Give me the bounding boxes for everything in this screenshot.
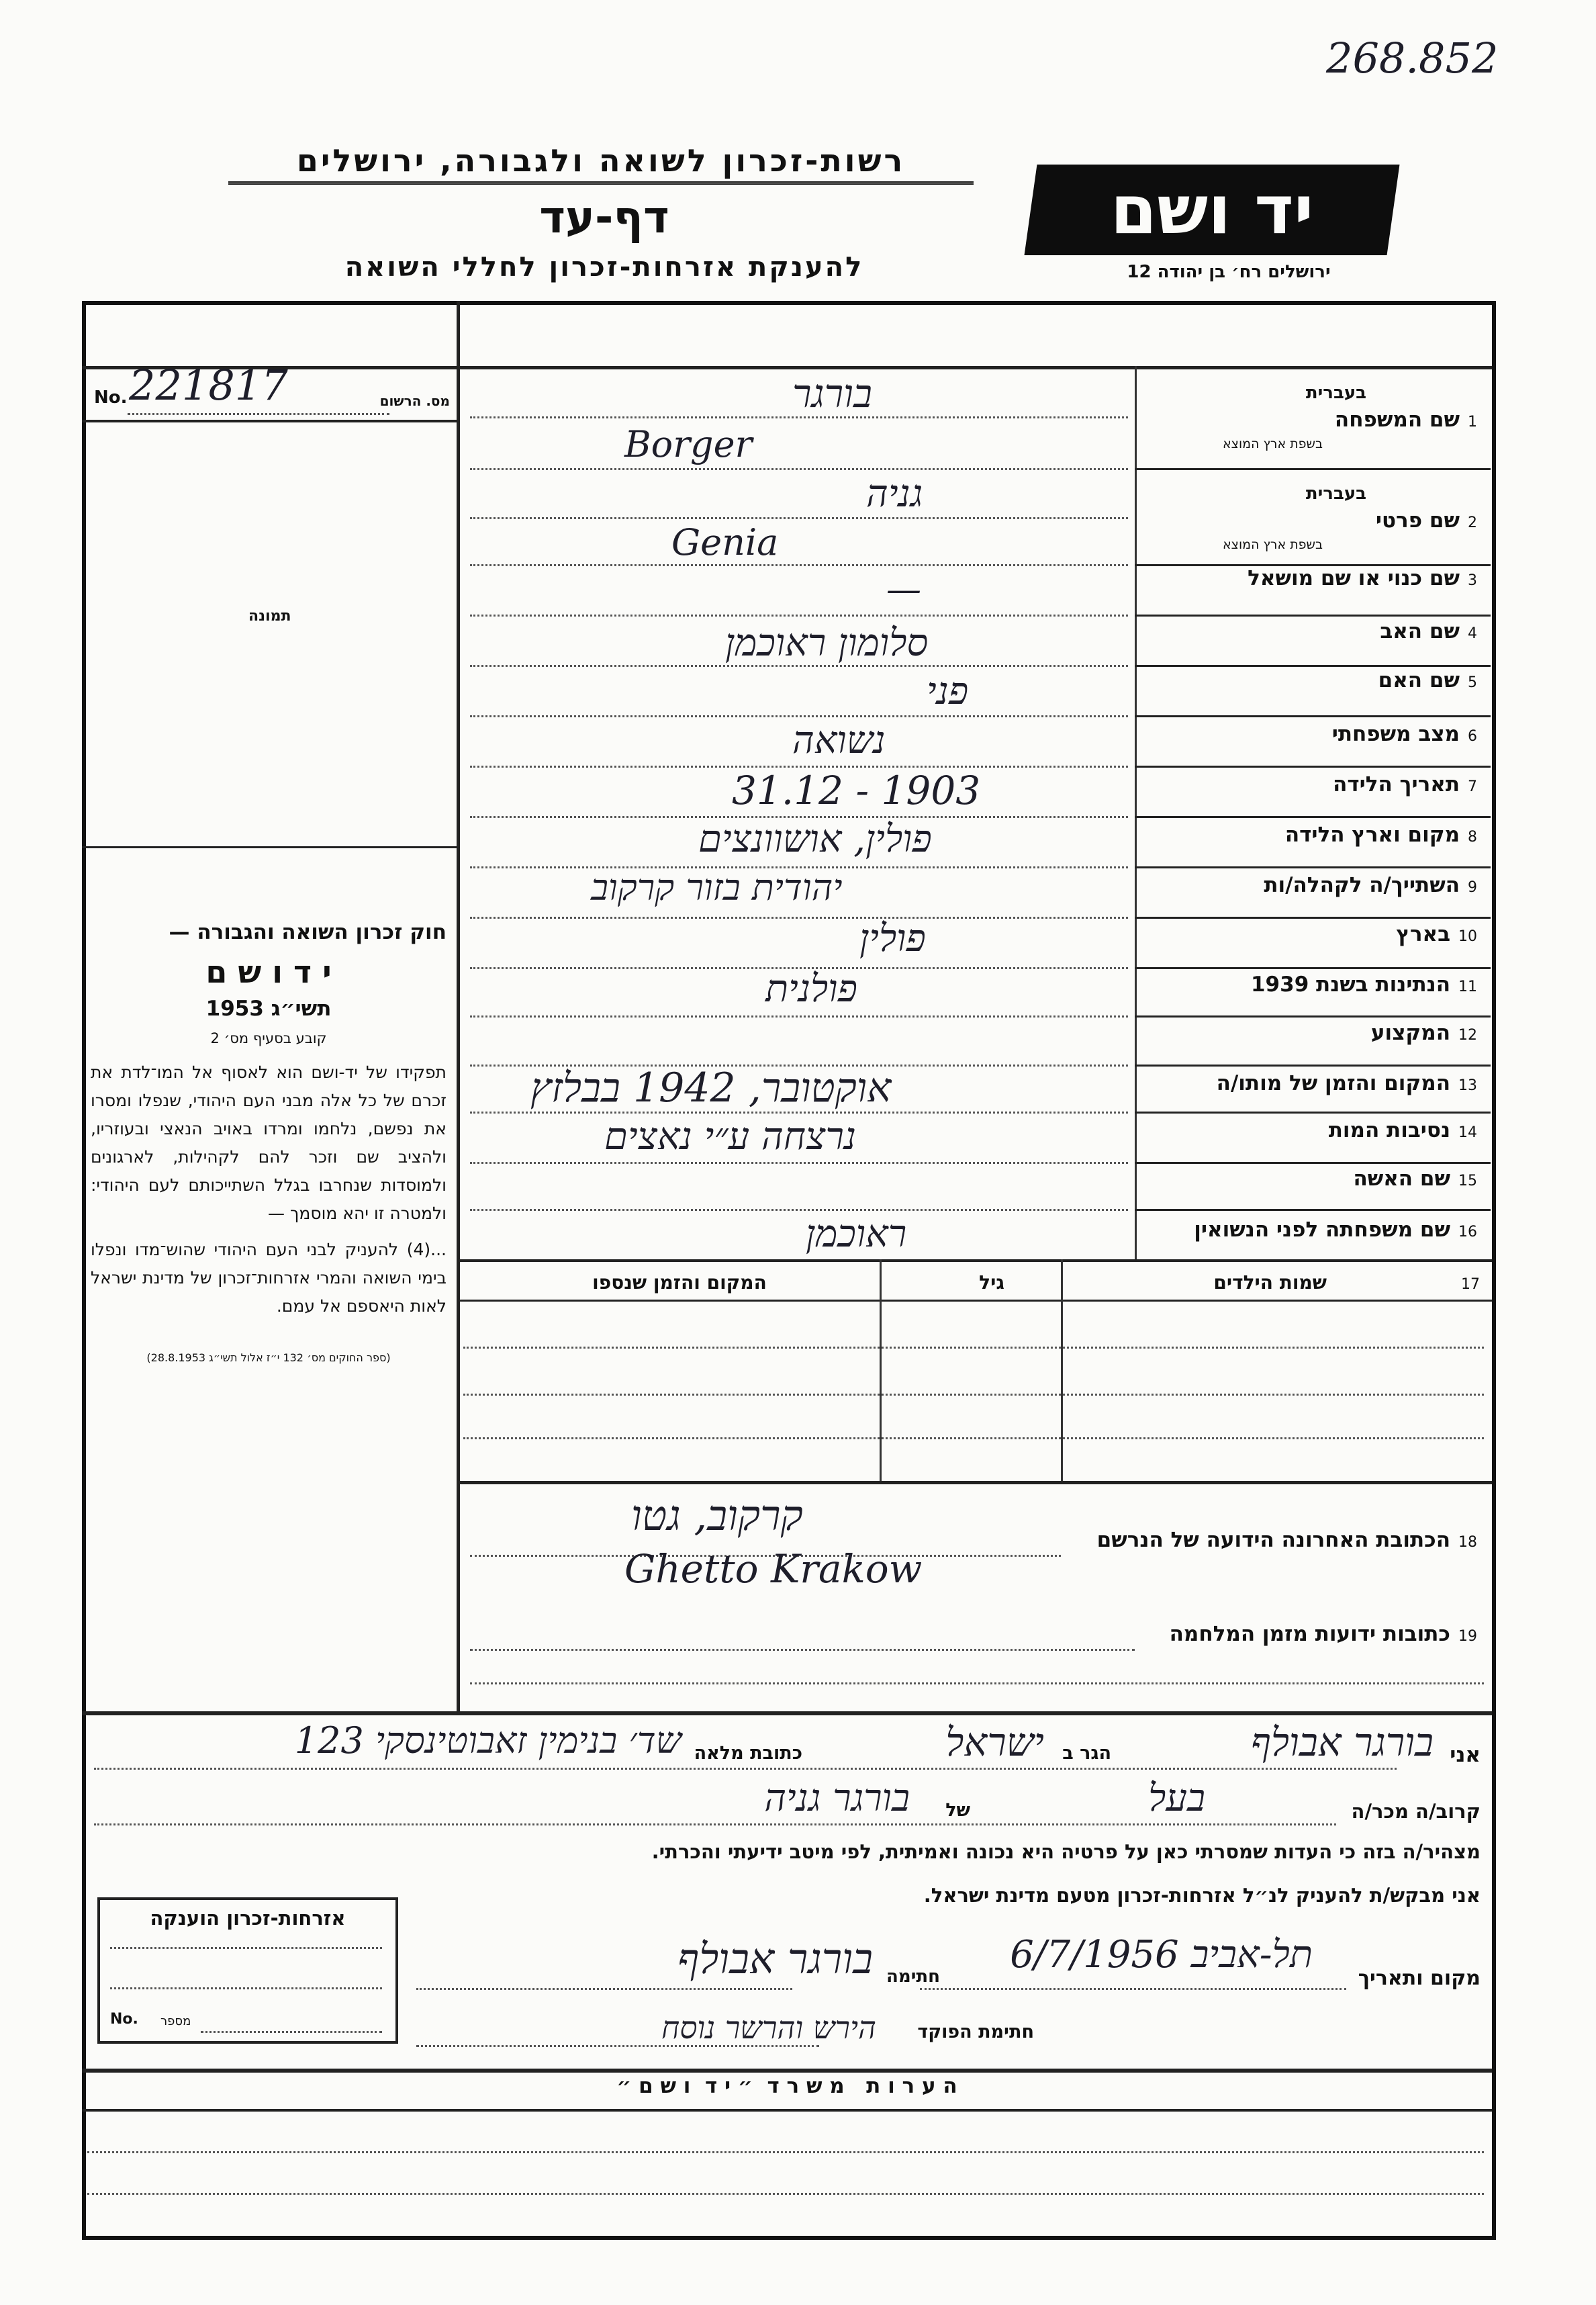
field-16-label: 16שם משפחתה לפני הנשואין xyxy=(1194,1218,1477,1242)
field-8-label-text: מקום וארץ הלידה xyxy=(1284,823,1460,847)
of-value: בורגר גניה xyxy=(764,1776,910,1820)
field-12-label-text: המקצוע xyxy=(1370,1021,1450,1045)
field-14-label-text: נסיבות המות xyxy=(1328,1118,1450,1142)
field-4-label: 4שם האב xyxy=(1380,619,1477,643)
office-notes-title: ה ע ר ו ת מ ש ר ד ״ י ד ו ש ם ״ xyxy=(616,2074,957,2098)
field-11-label: 11הנתינות בשנת 1939 xyxy=(1250,973,1477,997)
children-age-header: גיל xyxy=(979,1271,1004,1294)
field-10-value: פולין xyxy=(859,917,926,960)
field-14-label: 14נסיבות המות xyxy=(1328,1118,1477,1142)
registration-block xyxy=(94,361,450,416)
law-text-block xyxy=(91,920,447,1364)
form-title: דף-עד xyxy=(539,191,669,243)
children-table xyxy=(458,1259,1492,1481)
field-14-value: נרצחה ע״י נאצים xyxy=(604,1115,857,1159)
field-7-value: 31.12 - 1903 xyxy=(732,768,981,813)
place-date-label: מקום ותאריך xyxy=(1358,1967,1481,1990)
signature-row xyxy=(416,1928,1481,2001)
field-13-label: 13המקום והזמן של מותו/ה xyxy=(1216,1071,1477,1095)
yad-vashem-logo xyxy=(1025,165,1400,255)
field-7-label: 7תאריך הלידה xyxy=(1333,772,1477,797)
field-5-label-text: שם האם xyxy=(1378,668,1460,692)
form-subtitle: להענקת אזרחות-זכרון לחללי השואה xyxy=(344,252,864,283)
field-15-label-text: שם האשה xyxy=(1353,1167,1450,1191)
field-2-heb-value: גניה xyxy=(866,472,923,516)
children-names-header xyxy=(1213,1271,1480,1294)
field-5-label: 5שם האם xyxy=(1378,668,1477,692)
field-16-value: ראוכמן xyxy=(806,1212,907,1256)
declarant-i-label: אני xyxy=(1450,1743,1481,1767)
resides-value: ישראל xyxy=(945,1719,1044,1765)
field-2-label-text: שם פרטי xyxy=(1375,508,1460,533)
field-15-label: 15שם האשה xyxy=(1353,1167,1477,1191)
children-names-label: שמות הילדים xyxy=(1213,1271,1327,1294)
award-box xyxy=(97,1897,398,2044)
field-3-value: — xyxy=(886,570,921,610)
field-17-number: 17 xyxy=(1461,1276,1480,1293)
archive-number: 268.852 xyxy=(1326,34,1499,83)
publisher-address: ירושלים רח׳ בן יהודה 12 xyxy=(1127,262,1331,282)
field-9-label: 9השתייך/ה לקהלה/ות xyxy=(1264,873,1477,897)
law-paragraph-1: תפקידו של יד-ושם הוא לאסוף אל המו־לדת את זכרם של כל אלה מבני העם היהודי, שנפלו ומסרו את נפשם, נלחמו ומרדו באויב הנאצי ובעוזריו, ולהציב שם וזכר להם לקהילות, לארגונים ולמוסדות שנחרבו בגלל השתייכותם לעם היהודי: ולמטרה זו יהא מוסמך — xyxy=(91,1063,447,1223)
declarant-row-1 xyxy=(94,1719,1481,1770)
field-1-label: 1שם המשפחה xyxy=(1334,408,1477,432)
officer-stamp: הירש והרשר נוסח xyxy=(661,2009,876,2046)
address-value: שד׳ בנימין זאבוטינסקי 123 xyxy=(294,1719,682,1762)
children-place-header: המקום והזמן שנספו xyxy=(592,1271,767,1294)
field-6-value: נשואה xyxy=(792,719,886,762)
resides-label: הגר ב xyxy=(1062,1743,1111,1764)
award-no-label: No. xyxy=(110,2011,138,2028)
law-year: תשי״ג 1953 xyxy=(205,997,332,1021)
field-4-value: סלומון ראוכמן xyxy=(725,621,929,665)
field-8-value: פולין, אושוונצים xyxy=(698,817,932,861)
field-2-heb-tag: בעברית xyxy=(1305,484,1366,504)
field-11-label-text: הנתינות בשנת 1939 xyxy=(1250,973,1450,997)
authority-title: רשות-זכרון לשואה ולגבורה, ירושלים xyxy=(228,142,974,185)
field-16-label-text: שם משפחתה לפני הנשואין xyxy=(1194,1218,1450,1242)
field-3-label-text: שם כנוי או שם מושאל xyxy=(1248,566,1460,590)
signature-value: בורגר אבולף xyxy=(677,1934,873,1983)
officer-label: חתימת הפוקד xyxy=(917,2022,1034,2042)
place-date-value: תל-אביב 6/7/1956 xyxy=(1010,1933,1313,1977)
registration-number: 221817 xyxy=(129,361,288,410)
field-1-heb-value: בורגר xyxy=(792,371,872,416)
law-clause: קובע בסעיף מס׳ 2 xyxy=(210,1030,327,1046)
field-2-orig-tag: בשפת ארץ המוצא xyxy=(1222,537,1323,552)
declaration-text-2: אני מבקש/ת להעניק לנ״ל אזרחות-זכרון מטעם מדינת ישראל. xyxy=(923,1884,1481,1907)
field-13-label-text: המקום והזמן של מותו/ה xyxy=(1216,1071,1450,1095)
award-box-title: אזרחות-זכרון הוענקה xyxy=(150,1907,346,1930)
logo-text: יד ושם xyxy=(1110,171,1314,249)
field-10-label-text: בארץ xyxy=(1396,922,1450,946)
field-12-label: 12המקצוע xyxy=(1370,1021,1477,1045)
field-9-value: יהודית בזור קרקוב xyxy=(591,866,843,909)
field-labels-column xyxy=(1138,366,1477,1259)
field-18-value: קרקוב, גטו xyxy=(631,1491,803,1540)
of-label: של xyxy=(945,1800,970,1821)
address-label: כתובת מלאה xyxy=(694,1743,802,1764)
field-1-label-text: שם המשפחה xyxy=(1334,408,1460,432)
law-title: חוק זכרון השואה והגבורה — xyxy=(169,920,447,944)
officer-row xyxy=(416,2009,1088,2055)
field-19-label-text: כתובות ידועות מזמן המלחמה xyxy=(1169,1622,1450,1646)
field-2-orig-value: Genia xyxy=(671,521,779,563)
declarant-row-2 xyxy=(94,1776,1481,1827)
award-number-label: מספר xyxy=(160,2014,191,2028)
field-9-label-text: השתייך/ה לקהלה/ות xyxy=(1264,873,1460,897)
field-1-heb-tag: בעברית xyxy=(1305,383,1366,403)
declaration-text-1: מצהיר/ה בזה כי העדות שמסרתי כאן על פרטיה היא נכונה ואמיתית, לפי מיטב ידיעתי והכרתי. xyxy=(651,1840,1481,1863)
registration-no-label: No. xyxy=(94,388,128,408)
field-11-value: פולנית xyxy=(765,967,857,1011)
field-7-label-text: תאריך הלידה xyxy=(1333,772,1460,797)
relation-label: קרוב/ה מכר/ה xyxy=(1351,1800,1481,1823)
relation-value: בעל xyxy=(1148,1776,1205,1820)
field-4-label-text: שם האב xyxy=(1380,619,1460,643)
field-19-label: 19כתובות ידועות מזמן המלחמה xyxy=(1169,1622,1477,1646)
declarant-name: בורגר אבולף xyxy=(1250,1719,1434,1765)
field-18-label-text: הכתובת האחרונה הידועה של הנרשם xyxy=(1096,1528,1450,1552)
photo-label: תמונה xyxy=(248,608,291,625)
field-18-value-latin: Ghetto Krakow xyxy=(624,1546,923,1592)
law-paragraph-2: ...(4) להעניק לבני העם היהודי שהוש־מדו ונפלו בימי השואה והמרי אזרחות־זכרון של מדינת ישראל לאות היאספם אל עמם. xyxy=(91,1240,447,1316)
field-13-value: אוקטובר, 1942 בבלזץ xyxy=(530,1065,892,1112)
field-6-label: 6מצב משפחתי xyxy=(1331,722,1477,746)
field-5-value: פני xyxy=(927,670,969,713)
registration-label: מס. הרשום xyxy=(379,393,450,409)
field-3-label: 3שם כנוי או שם מושאל xyxy=(1248,566,1477,590)
law-name: י ד ו ש ם xyxy=(205,954,332,990)
field-1-orig-value: Borger xyxy=(624,423,753,465)
field-18-label: 18הכתובת האחרונה הידועה של הנרשם xyxy=(1096,1528,1477,1552)
field-1-orig-tag: בשפת ארץ המוצא xyxy=(1222,437,1323,451)
signature-label: חתימה xyxy=(886,1967,940,1987)
field-8-label: 8מקום וארץ הלידה xyxy=(1284,823,1477,847)
field-2-label: 2שם פרטי xyxy=(1375,508,1477,533)
field-10-label: 10בארץ xyxy=(1396,922,1477,946)
field-6-label-text: מצב משפחתי xyxy=(1331,722,1460,746)
law-source: (ספר החוקים מס׳ 132 י״ז אלול תשי״ג 28.8.1953) xyxy=(146,1351,391,1364)
